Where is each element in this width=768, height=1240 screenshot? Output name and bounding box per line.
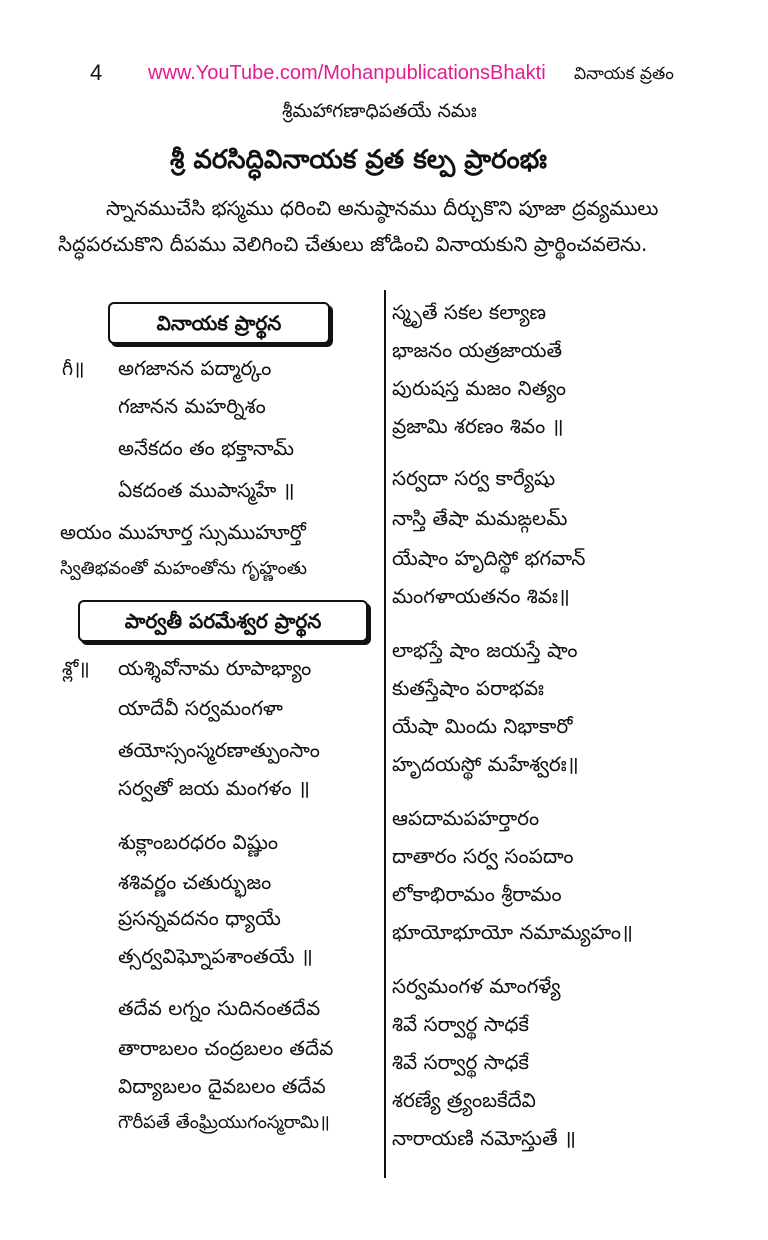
prose-line: స్వితిభవంతో మహంతోను గృహ్ణంతు — [60, 558, 308, 579]
verse-line: కుతస్తేషాం పరాభవః — [392, 676, 544, 700]
verse-line: హృదయస్థో మహేశ్వరః॥ — [392, 752, 579, 776]
verse-line: గౌరీపతే తేంఘ్రియుగంస్మరామి॥ — [118, 1112, 330, 1133]
verse-line: ప్రసన్నవదనం ధ్యాయే — [118, 906, 281, 930]
verse-line: మంగళాయతనం శివః॥ — [392, 584, 570, 608]
verse-line: లోకాభిరామం శ్రీరామం — [392, 882, 562, 906]
verse-line: నారాయణి నమోస్తుతే ॥ — [392, 1126, 576, 1150]
verse-line: దాతారం సర్వ సంపదాం — [392, 844, 574, 868]
section-heading-vinayaka-prarthana: వినాయక ప్రార్థన — [108, 302, 330, 344]
verse-line: అనేకదం తం భక్తానామ్ — [118, 436, 295, 460]
verse-line: సర్వమంగళ మాంగళ్యే — [392, 974, 561, 998]
verse-line: గజానన మహర్నిశం — [118, 394, 266, 418]
verse-line: త్సర్వవిఘ్నోపశాంతయే ॥ — [118, 944, 313, 968]
verse-line: యాదేవీ సర్వమంగళా — [118, 696, 283, 720]
verse-line: యశ్శివోనామ రూపాభ్యాం — [118, 656, 312, 680]
verse-line: ఏకదంత ముపాస్మహే ॥ — [118, 478, 295, 502]
verse-marker-shlo: శ్లో॥ — [62, 658, 90, 680]
verse-line: అగజానన పద్మార్కం — [118, 356, 272, 380]
verse-line: తదేవ లగ్నం సుదినంతదేవ — [118, 996, 321, 1020]
verse-line: విద్యాబలం దైవబలం తదేవ — [118, 1074, 326, 1098]
verse-line: స్మృతే సకల కల్యాణ — [392, 300, 546, 324]
prose-line: అయం ముహూర్త స్సుముహూర్తో — [60, 520, 306, 544]
verse-line: తారాబలం చంద్రబలం తదేవ — [118, 1036, 334, 1060]
invocation: శ్రీమహాగణాధిపతయే నమః — [282, 100, 477, 122]
verse-line: పురుషస్త మజం నిత్యం — [392, 376, 567, 400]
section-heading-parvati-parameshwara-prarthana: పార్వతీ పరమేశ్వర ప్రార్థన — [78, 600, 368, 642]
verse-line: భూయోభూయో నమామ్యహం॥ — [392, 920, 634, 944]
verse-line: యేషా మిందు నిభాకారో — [392, 714, 573, 738]
verse-line: యేషాం హృదిస్థో భగవాన్ — [392, 546, 586, 570]
page-number: 4 — [90, 60, 103, 85]
verse-line: శశివర్ణం చతుర్భుజం — [118, 870, 272, 894]
verse-line: శివే సర్వార్థ సాధకే — [392, 1012, 529, 1036]
verse-line: ఆపదామపహర్తారం — [392, 806, 540, 830]
verse-line: నాస్తి తేషా మమఙ్గలమ్ — [392, 506, 568, 530]
intro-paragraph: స్నానముచేసి భస్మము ధరించి అనుష్ఠానము దీర్చుకొని పూజా ద్రవ్యములు సిద్ధపరచుకొని దీపము వెలిగించి చేతులు జోడించి వినాయకుని ప్రార్థించవలెను. — [58, 196, 659, 256]
verse-marker-gi: గీ॥ — [62, 358, 85, 380]
verse-line: శివే సర్వార్థ సాధకే — [392, 1050, 529, 1074]
verse-line: లాభస్తే షాం జయస్తే షాం — [392, 638, 578, 662]
verse-line: సర్వదా సర్వ కార్యేషు — [392, 466, 556, 490]
running-title: వినాయక వ్రతం — [574, 64, 674, 84]
main-title: శ్రీ వరసిద్ధివినాయక వ్రత కల్ప ప్రారంభః — [170, 145, 547, 175]
verse-line: వ్రజామి శరణం శివం ॥ — [392, 414, 564, 438]
verse-line: శరణ్యే త్ర్యంబకేదేవి — [392, 1088, 536, 1112]
channel-url: www.YouTube.com/MohanpublicationsBhakti — [148, 62, 546, 84]
verse-line: భాజనం యత్రజాయతే — [392, 338, 563, 362]
verse-line: తయోస్సంస్మరణాత్పుంసాం — [118, 738, 320, 762]
verse-line: శుక్లాంబరధరం విష్ణుం — [118, 830, 279, 854]
verse-line: సర్వతో జయ మంగళం ॥ — [118, 776, 310, 800]
column-divider — [384, 290, 386, 1178]
